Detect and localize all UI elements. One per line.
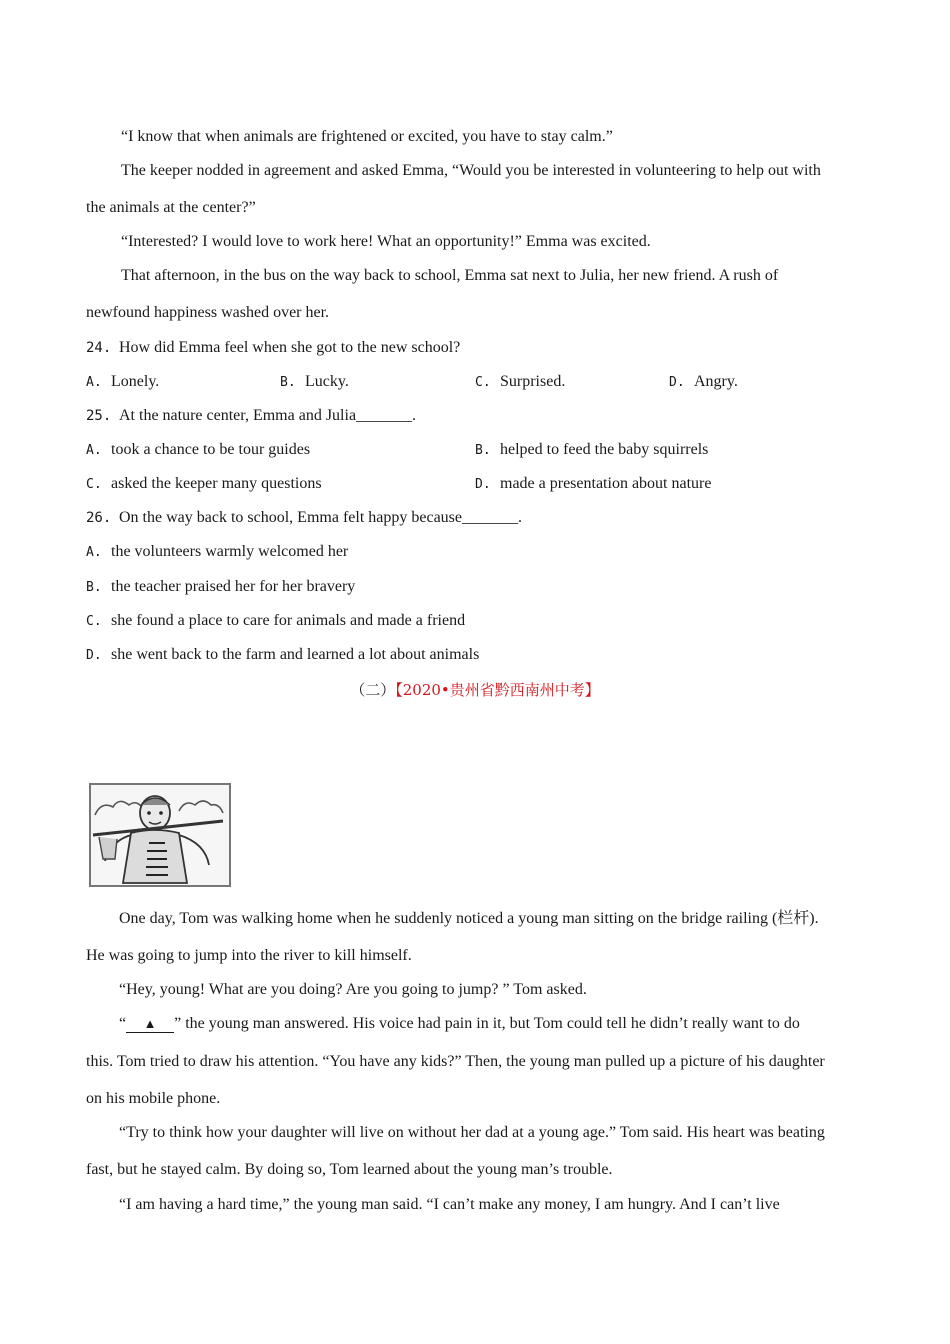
section-source: 【2020•贵州省黔西南州中考】	[395, 681, 600, 699]
option-c[interactable]	[86, 474, 322, 495]
section-prefix: （二）	[350, 681, 396, 699]
option-text: the volunteers warmly welcomed her	[111, 543, 349, 560]
passage-paragraph: the animals at the center?”	[86, 199, 256, 216]
option-letter: B.	[280, 375, 296, 390]
option-text: the teacher praised her for her bravery	[111, 578, 356, 595]
question-stem: At the nature center, Emma and Julia_______.	[119, 407, 417, 424]
question-26	[86, 508, 522, 528]
passage-paragraph-with-blank	[119, 1014, 800, 1034]
option-c[interactable]	[475, 372, 565, 393]
section-heading	[0, 680, 950, 700]
option-letter: B.	[86, 580, 102, 595]
option-letter: D.	[86, 648, 102, 663]
question-number: 24.	[86, 340, 112, 356]
passage-paragraph: He was going to jump into the river to kill himself.	[86, 947, 412, 964]
passage-paragraph: this. Tom tried to draw his attention. “You have any kids?” Then, the young man pulled up a picture of his daughter	[86, 1053, 825, 1070]
option-a[interactable]	[86, 542, 348, 563]
option-b[interactable]	[280, 372, 349, 393]
passage-paragraph: newfound happiness washed over her.	[86, 304, 330, 321]
option-letter: A.	[86, 443, 102, 458]
option-d[interactable]	[669, 372, 738, 393]
option-letter: B.	[475, 443, 491, 458]
passage-paragraph: The keeper nodded in agreement and asked Emma, “Would you be interested in volunteering to help out with	[121, 162, 821, 179]
answer-blank[interactable]: ▲	[126, 1016, 174, 1033]
option-text: made a presentation about nature	[500, 475, 712, 492]
question-number: 25.	[86, 408, 112, 424]
passage-paragraph: on his mobile phone.	[86, 1090, 221, 1107]
passage-paragraph: “I am having a hard time,” the young man said. “I can’t make any money, I am hungry. And I can’t live	[119, 1196, 780, 1213]
passage-paragraph: “I know that when animals are frightened or excited, you have to stay calm.”	[121, 128, 613, 145]
option-b[interactable]	[475, 440, 708, 461]
blank-line-rest: ” the young man answered. His voice had pain in it, but Tom could tell he didn’t really want to do	[174, 1015, 800, 1032]
option-letter: D.	[669, 375, 685, 390]
open-quote: “	[119, 1015, 127, 1032]
passage-paragraph: “Hey, young! What are you doing? Are you going to jump? ” Tom asked.	[119, 981, 587, 998]
passage-paragraph: That afternoon, in the bus on the way back to school, Emma sat next to Julia, her new friend. A rush of	[121, 267, 779, 284]
option-letter: D.	[475, 477, 491, 492]
man-on-bridge-illustration	[91, 785, 229, 885]
question-number: 26.	[86, 510, 112, 526]
option-letter: C.	[86, 614, 102, 629]
option-letter: A.	[86, 545, 102, 560]
passage-paragraph: “Try to think how your daughter will live on without her dad at a young age.” Tom said. His heart was beating	[119, 1124, 825, 1141]
question-25	[86, 406, 416, 426]
option-text: she went back to the farm and learned a lot about animals	[111, 646, 480, 663]
option-text: Surprised.	[500, 373, 566, 390]
option-a[interactable]	[86, 440, 310, 461]
option-text: asked the keeper many questions	[111, 475, 322, 492]
option-letter: C.	[475, 375, 491, 390]
passage-illustration	[89, 783, 231, 887]
question-stem: How did Emma feel when she got to the new school?	[119, 339, 461, 356]
option-b[interactable]	[86, 577, 355, 598]
option-text: she found a place to care for animals and made a friend	[111, 612, 466, 629]
passage-paragraph: One day, Tom was walking home when he suddenly noticed a young man sitting on the bridge railing (栏杆).	[119, 910, 819, 927]
option-text: took a chance to be tour guides	[111, 441, 311, 458]
option-letter: C.	[86, 477, 102, 492]
passage-paragraph: “Interested? I would love to work here! What an opportunity!” Emma was excited.	[121, 233, 651, 250]
option-text: helped to feed the baby squirrels	[500, 441, 709, 458]
option-d[interactable]	[475, 474, 711, 495]
option-d[interactable]	[86, 645, 479, 666]
option-text: Lonely.	[111, 373, 160, 390]
option-a[interactable]	[86, 372, 159, 393]
option-text: Lucky.	[305, 373, 349, 390]
passage-paragraph: fast, but he stayed calm. By doing so, Tom learned about the young man’s trouble.	[86, 1161, 613, 1178]
option-text: Angry.	[694, 373, 738, 390]
option-c[interactable]	[86, 611, 465, 632]
question-stem: On the way back to school, Emma felt happy because_______.	[119, 509, 522, 526]
question-24	[86, 338, 460, 358]
option-letter: A.	[86, 375, 102, 390]
